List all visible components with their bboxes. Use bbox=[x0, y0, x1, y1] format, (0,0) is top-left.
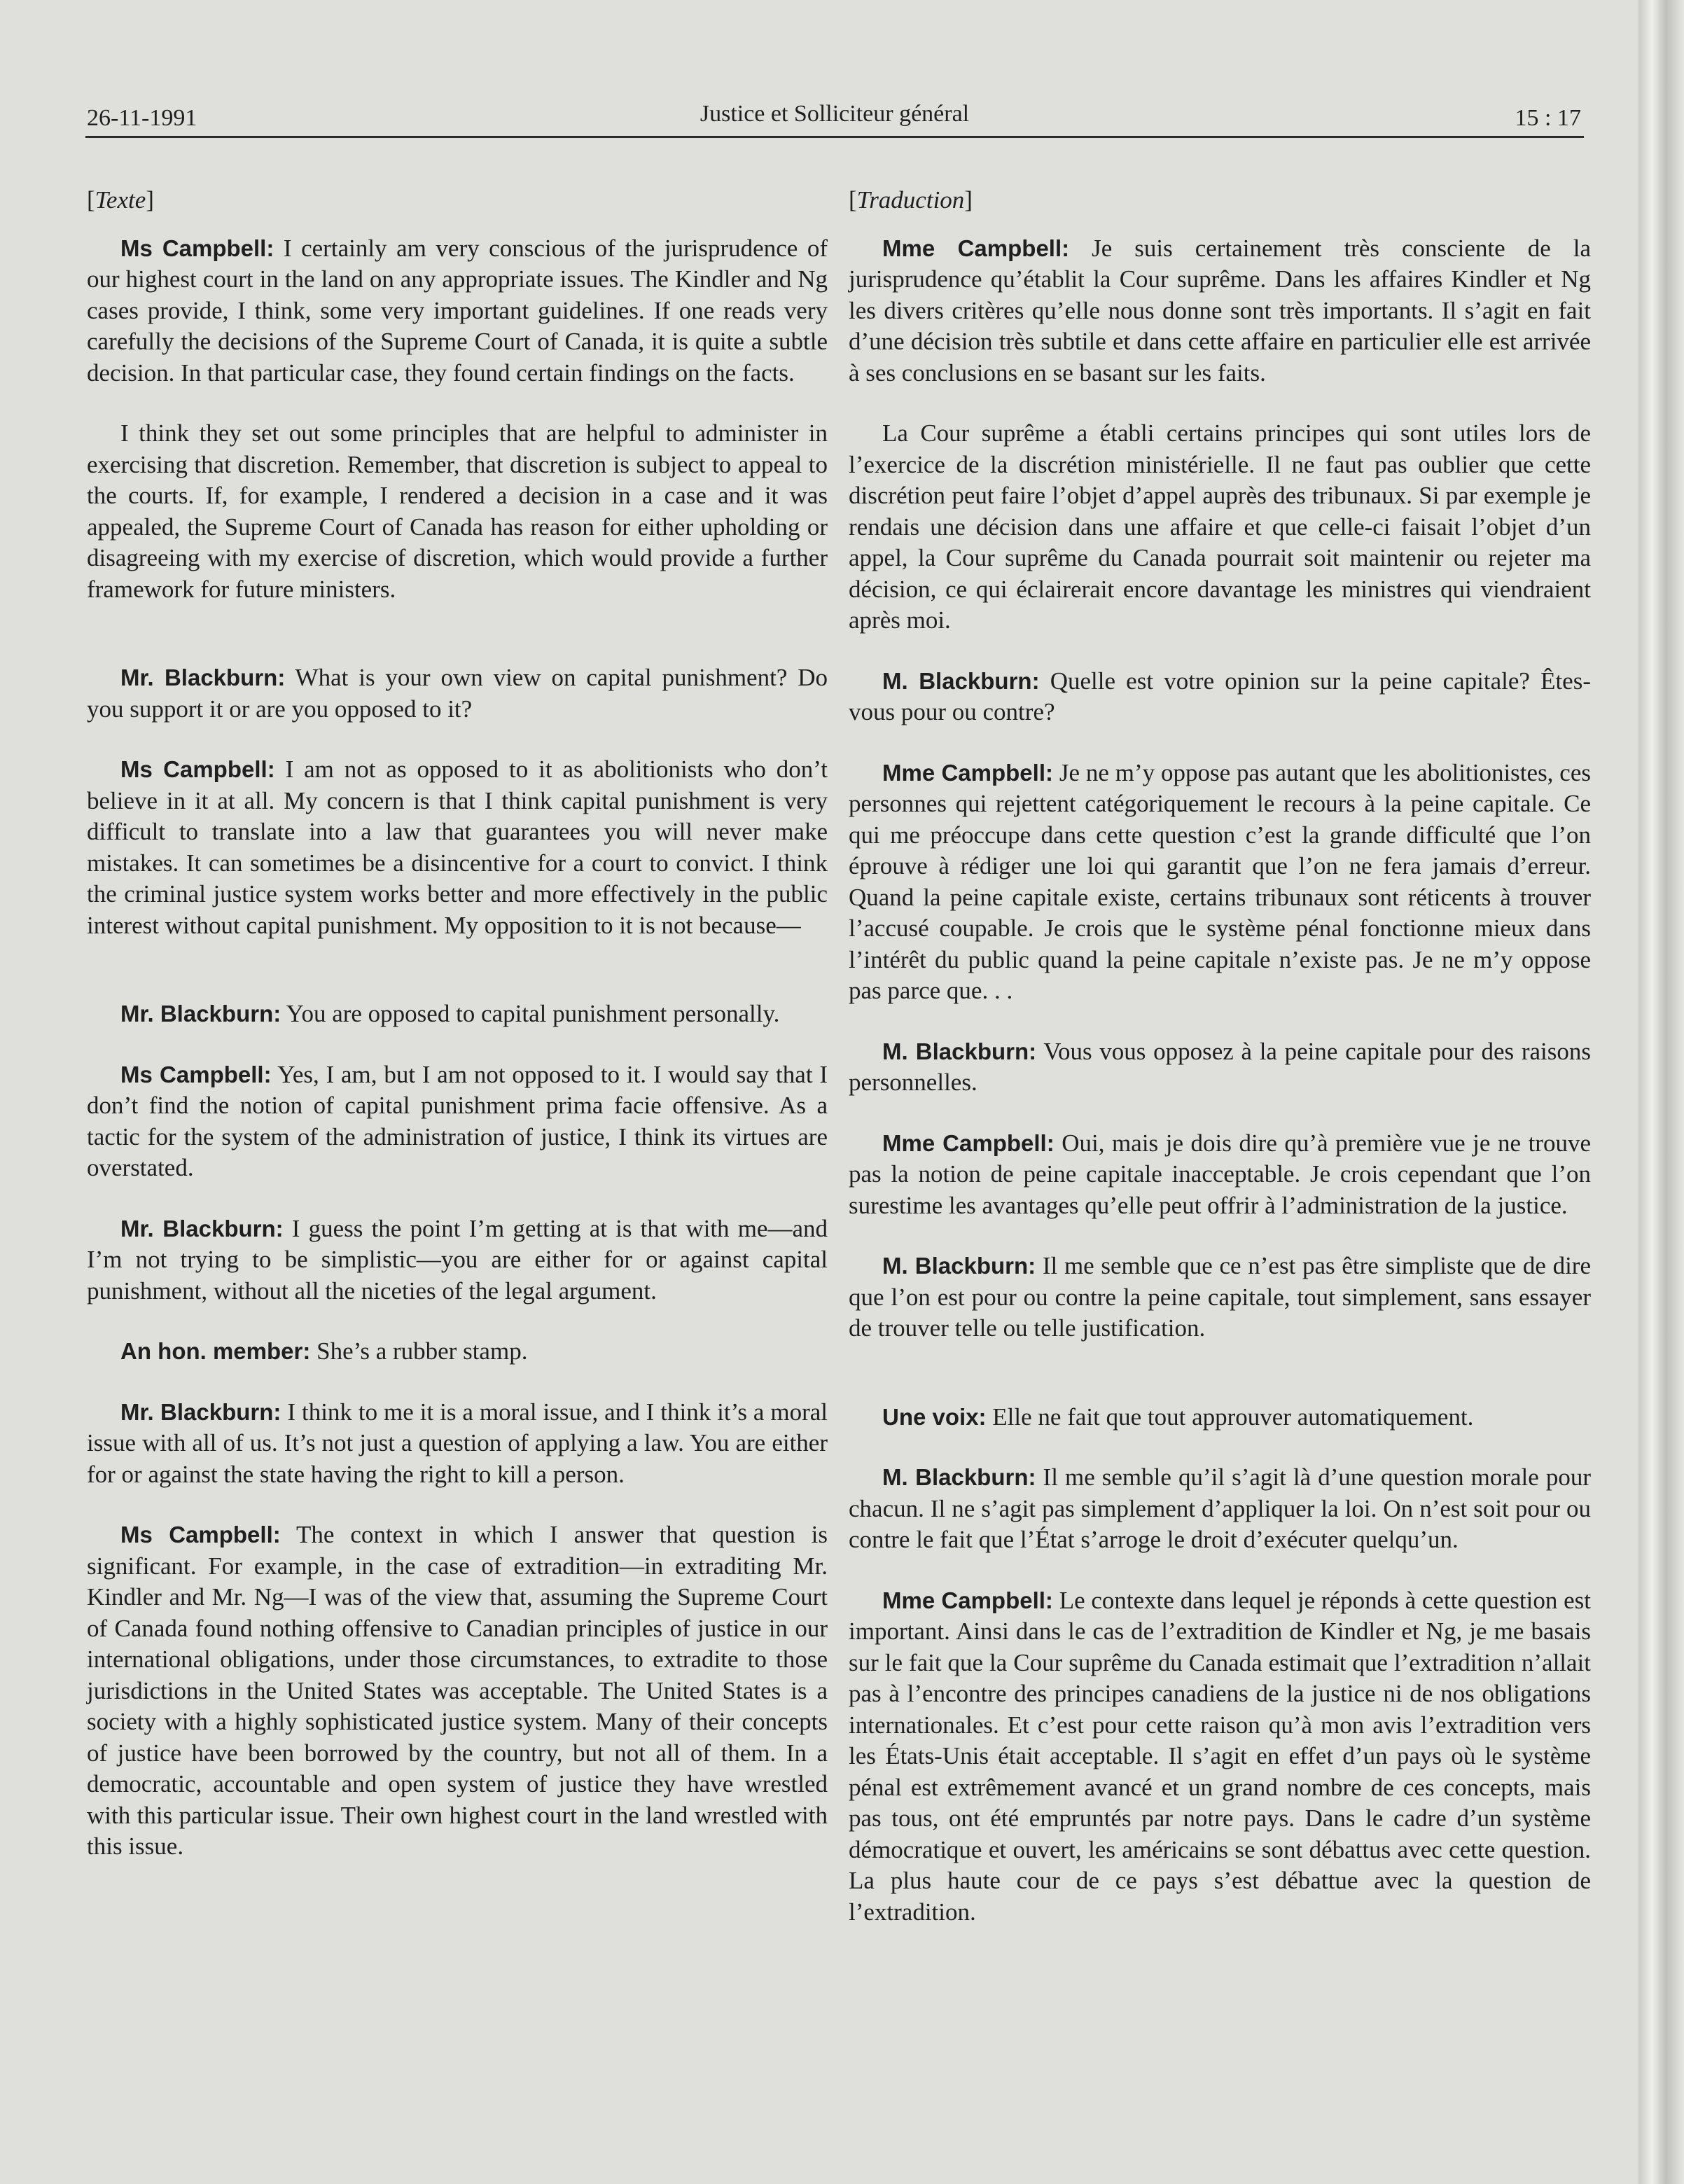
speaker-name: Mr. Blackburn: bbox=[120, 1398, 281, 1425]
english-column bbox=[87, 175, 828, 1863]
speaker-name: Mme Campbell: bbox=[882, 1587, 1053, 1613]
speech-text: Quelle est votre opinion sur la peine capitale? Êtes-vous pour ou contre? bbox=[849, 667, 1591, 725]
language-label-french: [Traduction] bbox=[849, 186, 973, 214]
paragraph bbox=[849, 1402, 1591, 1433]
speech-text: You are opposed to capital punishment personally. bbox=[281, 1000, 780, 1027]
paragraph bbox=[849, 1585, 1591, 1928]
speech-text: I certainly am very conscious of the jurisprudence of our highest court in the land on any appropriate issues. The Kindler and Ng cases provide, I think, some very important guidelines. If one reads very carefully the decisions of the Supreme Court of Canada, it is quite a subtle decision. In that particular case, they found certain findings on the facts. bbox=[87, 234, 828, 387]
paragraph bbox=[87, 1397, 828, 1491]
speech-text: La Cour suprême a établi certains principes qui sont utiles lors de l’exercice de la discrétion ministérielle. Il ne faut pas oublier que cette discrétion peut faire l’objet d’appel auprès des tribunaux. Si par exemple je rendais une décision dans une affaire et que celle-ci faisait l’objet d’un appel, la Cour suprême du Canada pourrait soit maintenir ou rejeter ma décision, ce qui éclairerait encore davantage les ministres qui viendraient après moi. bbox=[849, 419, 1591, 634]
paragraph bbox=[87, 1519, 828, 1863]
header-page-number: 15 : 17 bbox=[1515, 105, 1581, 131]
header-date: 26-11-1991 bbox=[87, 105, 197, 131]
language-label-english: [Texte] bbox=[87, 186, 154, 214]
speaker-name: Mr. Blackburn: bbox=[120, 665, 286, 690]
speech-text: What is your own view on capital punishment? Do you support it or are you opposed to it? bbox=[87, 664, 828, 723]
speech-text: She’s a rubber stamp. bbox=[310, 1337, 528, 1365]
speech-text: Je suis certainement très consciente de la jurisprudence qu’établit la Cour suprême. Dans les affaires Kindler et Ng les divers critères qu’elle nous donne sont très importants. Il s’agit en fait d’une décision très subtile et dans cette affaire en particulier elle est arrivée à ses conclusions en se basant sur les faits. bbox=[849, 234, 1591, 387]
paragraph bbox=[849, 418, 1591, 637]
speech-text: Yes, I am, but I am not opposed to it. I would say that I don’t find the notion of capital punishment prima facie offensive. As a tactic for the system of the administration of justice, I think its virtues are overstated. bbox=[87, 1060, 828, 1181]
speaker-name: M. Blackburn: bbox=[882, 1464, 1036, 1490]
speaker-name: M. Blackburn: bbox=[882, 1038, 1037, 1064]
page-header bbox=[85, 91, 1584, 138]
paragraph bbox=[849, 1128, 1591, 1222]
paragraph bbox=[87, 754, 828, 941]
paragraph bbox=[87, 662, 828, 725]
paragraph bbox=[849, 233, 1591, 389]
speech-text: I think to me it is a moral issue, and I think it’s a moral issue with all of us. It’s not just a question of applying a law. You are either for or against the state having the right to kill a person. bbox=[87, 1398, 828, 1488]
speaker-name: Ms Campbell: bbox=[120, 1522, 281, 1547]
speech-text: Vous vous opposez à la peine capitale pour des raisons personnelles. bbox=[849, 1037, 1591, 1096]
paragraph bbox=[849, 1251, 1591, 1344]
speech-text: I am not as opposed to it as abolitionists who don’t believe in it at all. My concern is that I think capital punishment is very difficult to translate into a law that guarantees you will never make mistakes. It can sometimes be a disincentive for a court to convict. I think the criminal justice system works better and more effectively in the public interest without capital punishment. My opposition to it is not because— bbox=[87, 756, 828, 939]
paragraph bbox=[849, 666, 1591, 728]
speaker-name: M. Blackburn: bbox=[882, 667, 1040, 694]
header-title: Justice et Solliciteur général bbox=[700, 101, 970, 127]
speaker-name: Ms Campbell: bbox=[120, 1061, 272, 1087]
speech-text: Il me semble que ce n’est pas être simpliste que de dire que l’on est pour ou contre la peine capitale, tout simplement, sans essayer de trouver telle ou telle justification. bbox=[849, 1252, 1591, 1342]
speaker-name: An hon. member: bbox=[120, 1338, 311, 1364]
speaker-name: M. Blackburn: bbox=[882, 1253, 1036, 1279]
paragraph bbox=[849, 758, 1591, 1007]
speaker-name: Mme Campbell: bbox=[882, 759, 1053, 786]
speech-text: Elle ne fait que tout approuver automatiquement. bbox=[986, 1403, 1474, 1431]
paragraph bbox=[87, 418, 828, 605]
french-column bbox=[849, 175, 1591, 1928]
paragraph bbox=[87, 1059, 828, 1184]
speaker-name: Mme Campbell: bbox=[882, 235, 1070, 261]
speech-text: I guess the point I’m getting at is that with me—and I’m not trying to be simplistic—you are either for or against capital punishment, without all the niceties of the legal argument. bbox=[87, 1214, 828, 1305]
speech-text: Le contexte dans lequel je réponds à cette question est important. Ainsi dans le cas de l’extradition de Kindler et Ng, je me basais sur le fait que la Cour suprême du Canada estimait que l’extradition n’allait pas à l’encontre des principes canadiens de la justice ni de nos obligations internationales. Et c’est pour cette raison qu’à mon avis l’extradition vers les États-Unis était acceptable. Il s’agit en effet d’un pays où le système pénal est extrêmement avancé et un grand nombre de ces concepts, mais pas tous, ont été empruntés par notre pays. Dans le cadre d’un système démocratique et ouvert, les américains se sont débattus avec cette question. La plus haute cour de ce pays s’est débattue avec la question de l’extradition. bbox=[849, 1586, 1591, 1926]
speaker-name: Une voix: bbox=[882, 1403, 987, 1430]
speaker-name: Mr. Blackburn: bbox=[120, 1215, 284, 1241]
speaker-name: Mme Campbell: bbox=[882, 1129, 1055, 1156]
speech-text: The context in which I answer that question is significant. For example, in the case of extradition—in extraditing Mr. Kindler and Mr. Ng—I was of the view that, assuming the Supreme Court of Canada found nothing offensive to Canadian principles of justice in our international obligations, under those circumstances, to extradite to those jurisdictions in the United States was acceptable. The United States is a society with a highly sophisticated justice system. Many of their concepts of justice have been borrowed by the country, but not all of them. In a democratic, accountable and open system of justice they have wrestled with this particular issue. Their own highest court in the land wrestled with this issue. bbox=[87, 1521, 828, 1860]
paragraph bbox=[87, 233, 828, 389]
speech-text: I think they set out some principles that are helpful to administer in exercising that discretion. Remember, that discretion is subject to appeal to the courts. If, for example, I rendered a decision in a case and it was appealed, the Supreme Court of Canada has reason for either upholding or disagreeing with my exercise of discretion, which would provide a further framework for future ministers. bbox=[87, 419, 828, 603]
paragraph bbox=[849, 1036, 1591, 1099]
paragraph bbox=[87, 1336, 828, 1368]
speech-text: Il me semble qu’il s’agit là d’une question morale pour chacun. Il ne s’agit pas simplement d’appliquer la loi. On n’est soit pour ou contre le fait que l’État s’arroge le droit d’exécuter quelqu’un. bbox=[849, 1463, 1591, 1553]
page-edge bbox=[1638, 0, 1684, 2184]
paragraph bbox=[87, 999, 828, 1030]
speaker-name: Ms Campbell: bbox=[120, 756, 275, 782]
speech-text: Oui, mais je dois dire qu’à première vue je ne trouve pas la notion de peine capitale inacceptable. Je crois cependant que l’on surestime les avantages qu’elle peut offrir à l’administration de la justice. bbox=[849, 1129, 1591, 1219]
speaker-name: Ms Campbell: bbox=[120, 235, 274, 261]
speaker-name: Mr. Blackburn: bbox=[120, 1001, 281, 1027]
paragraph bbox=[849, 1462, 1591, 1556]
speech-text: Je ne m’y oppose pas autant que les abolitionistes, ces personnes qui rejettent catégoriquement le recours à la peine capitale. Ce qui me préoccupe dans cette question c’est la grande difficulté que l’on éprouve à rédiger une loi qui garantit que l’on ne fera jamais d’erreur. Quand la peine capitale existe, certains tribunaux sont réticents à trouver l’accusé coupable. Je crois que le système pénal fonctionne mieux dans l’intérêt du public quand la peine capitale n’existe pas. Je ne m’y oppose pas parce que. . . bbox=[849, 758, 1591, 1004]
paragraph bbox=[87, 1213, 828, 1307]
